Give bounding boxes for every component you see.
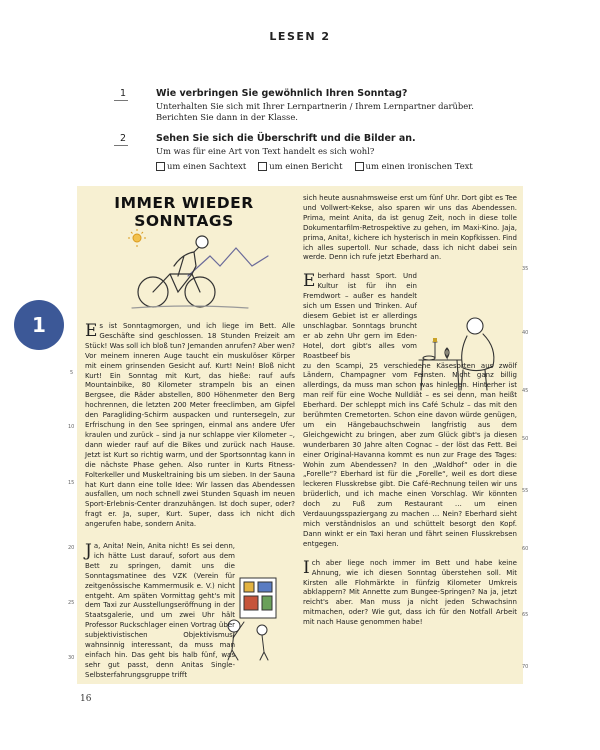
article-column-right <box>303 194 517 676</box>
task-line: Unterhalten Sie sich mit Ihrer Lernpartnerin / Ihrem Lernpartner darüber. <box>156 101 474 111</box>
line-number: 15 <box>68 480 75 486</box>
option-label: um einen Sachtext <box>167 161 247 171</box>
option-ironisch[interactable] <box>355 161 473 173</box>
section-badge: 1 <box>14 300 64 350</box>
checkbox-icon[interactable] <box>258 162 267 171</box>
paragraph: zu den Scampi, 25 verschiedene Käsesorten aus zwölf Ländern, Champagner vom Feinsten. Nicht ganz billig allerdings, da muss man schon was hinlegen. Hinterher ist man reif für eine Woche Nulldiät – es sei denn, man heißt Eberhard. Der schleppt mich ins Café Schulz – das mit den berühmten Cremetorten. Schon eine davon würde genügen, um ein Hängebauchschwein langfristig aus dem Gleichgewicht zu bringen, aber zum Glück gibt's ja diesen wunderbaren 30 Jahre alten Cognac – der löst das Fett. Bei einer Original-Havanna kommt es nun zur Frage des Tages: Wohin zum Abendessen? In den „Waldhof“ oder in die „Forelle“? Eberhard ist für die „Forelle“, weil es dort diese leckeren Flusskrebse gibt. Die Café-Rechnung teilen wir uns brüderlich, und ich mache einen Vorschlag. Wir könnten doch zu Fuß zum Restaurant … um einen Verdauungsspaziergang zu machen … Nein? Eberhard sieht mich verständnislos an und schüttelt besorgt den Kopf. Dann winkt er ein Taxi heran und fährt seinen Flusskrebsen entgegen. <box>303 361 517 548</box>
paragraph <box>85 542 295 681</box>
sun-icon <box>128 229 146 247</box>
drop-cap: E <box>85 321 98 341</box>
line-number: 45 <box>522 388 529 394</box>
paragraph-text: berhard hasst Sport. Und Kultur ist für ihn ein Fremdwort – außer es handelt sich um Essen und Trinken. Auf diesem Gebiet ist er allerdings unschlagbar. Sonntags bruncht er ab zehn Uhr gern im Eden-Hotel, dort gibt's alles vom Roastbeef bis <box>303 272 417 360</box>
line-number: 60 <box>522 546 529 552</box>
section-header: LESEN 2 <box>269 30 331 43</box>
line-number: 25 <box>68 600 75 606</box>
line-number: 55 <box>522 488 529 494</box>
drop-cap: I <box>303 557 310 578</box>
paragraph <box>85 322 295 530</box>
line-number: 35 <box>522 266 529 272</box>
task-title: Wie verbringen Sie gewöhnlich Ihren Sonntag? <box>156 88 408 99</box>
line-number: 30 <box>68 655 75 661</box>
paragraph-text: a, Anita! Nein, Anita nicht! Es sei denn, ich hätte Lust darauf, sofort aus dem Bett zu springen, damit uns die Sonntagsmatinee des VZK (Verein für zeitgenössische Kammermusik e. V.) nicht entgeht. Am späten Vormittag geht's mit dem Taxi zur Ausstellungseröffnung in der Staatsgalerie, und um zwei Uhr hält Professor Ruckschlager einen Vortrag über subjektivistischen Objektivismus, wahnsinnig interessant, da muss man einfach hin. Das geht bis halb fünf, was sehr gut passt, denn Anitas Single-Selbsterfahrungsgruppe trifft <box>85 542 235 679</box>
checkbox-icon[interactable] <box>156 162 165 171</box>
mountains-illustration <box>188 248 268 276</box>
task-title: Sehen Sie sich die Überschrift und die Bilder an. <box>156 133 416 144</box>
answer-options <box>156 161 473 173</box>
option-label: um einen Bericht <box>269 161 343 171</box>
checkbox-icon[interactable] <box>355 162 364 171</box>
task-number: 1 <box>114 88 128 101</box>
drop-cap: E <box>303 271 316 292</box>
article-title: IMMER WIEDER SONNTAGS <box>114 194 254 230</box>
cyclist-illustration <box>128 226 278 312</box>
option-label: um einen ironischen Text <box>365 161 473 171</box>
task-2 <box>114 133 534 181</box>
article-column-left <box>85 321 295 679</box>
task-line: Berichten Sie dann in der Klasse. <box>156 112 298 122</box>
line-number: 5 <box>70 370 74 376</box>
page-number: 16 <box>80 694 92 704</box>
option-bericht[interactable] <box>258 161 342 173</box>
paragraph: sich heute ausnahmsweise erst um fünf Uhr. Dort gibt es Tee und Vollwert-Kekse, also sparen wir uns das Abendessen. Prima, meint Anita, da ist genug Zeit, noch in diese tolle Dokumentarfilm-Retrospektive zu gehen, im Maxi-Kino. Jaja, prima, Anita!, kichere ich hysterisch in mein Kopfkissen. Find ich alles supertoll. Nur schade, dass ich nicht dabei sein werde. Denn ich rufe jetzt Eberhard an. <box>303 194 517 262</box>
paragraph-text: ch aber liege noch immer im Bett und habe keine Ahnung, wie ich diesen Sonntag überstehen soll. Mit Kirsten alle Flohmärkte in fünfzig Kilometer Umkreis abklappern? Mit Annette zum Bungee-Springen? Na ja, jetzt reicht's aber. Man muss ja nicht jeden Schwachsinn mitmachen, oder? Wie gut, dass ich für den Notfall Arbeit mit nach Hause genommen habe! <box>303 558 517 627</box>
line-number: 10 <box>68 424 75 430</box>
drop-cap: J <box>85 541 92 562</box>
line-number: 70 <box>522 664 529 670</box>
paragraph-text: s ist Sonntagmorgen, und ich liege im Bett. Alle Geschäfte sind geschlossen. 18 Stunden Freizeit am Stück! Was soll ich bloß tun? Jemanden anrufen? Aber wen? Vor meinem inneren Auge taucht ein muskulöser Körper mit einem grinsenden Gesicht auf. Kurt! Nein! Bloß nicht Kurt! Ein Sonntag mit Kurt, das hieße: rauf aufs Mountainbike, 80 Kilometer strampeln bis an einen Bergsee, die Räder abstellen, 800 Höhenmeter den Berg hochrennen, die letzten 200 Meter freeclimben, am Gipfel den Paragliding-Schirm auspacken und runtersegeln, zur Erfrischung in den See springen, einmal ans andere Ufer kraulen und zurück – sind ja nur schlappe vier Kilometer –, dann wieder rauf auf die Bikes und zurück nach Hause. Jetzt ist Kurt so richtig warm, und der Sportsonntag kann in die nächste Phase gehen. Also runter in Kurts Fitness-Folterkeller und Muskeltraining bis um sieben. In der Sauna hat Kurt dann eine tolle Idee: Wir lassen das Abendessen ausfallen, um noch schnell zwei Stunden Squash im neuen Sport-Erlebnis-Center dranzuhängen. Ist doch super, oder? fragt er. Ja, super, Kurt. Super, dass ich nicht dich angerufen habe, sondern Anita. <box>85 322 295 529</box>
task-number: 2 <box>114 133 128 146</box>
task-1 <box>114 88 534 128</box>
paragraph <box>303 559 517 628</box>
option-sachtext[interactable] <box>156 161 246 173</box>
line-number: 50 <box>522 436 529 442</box>
paragraph <box>303 272 517 361</box>
line-number: 20 <box>68 545 75 551</box>
task-line: Um was für eine Art von Text handelt es sich wohl? <box>156 146 375 156</box>
line-number: 40 <box>522 330 529 336</box>
line-number: 65 <box>522 612 529 618</box>
